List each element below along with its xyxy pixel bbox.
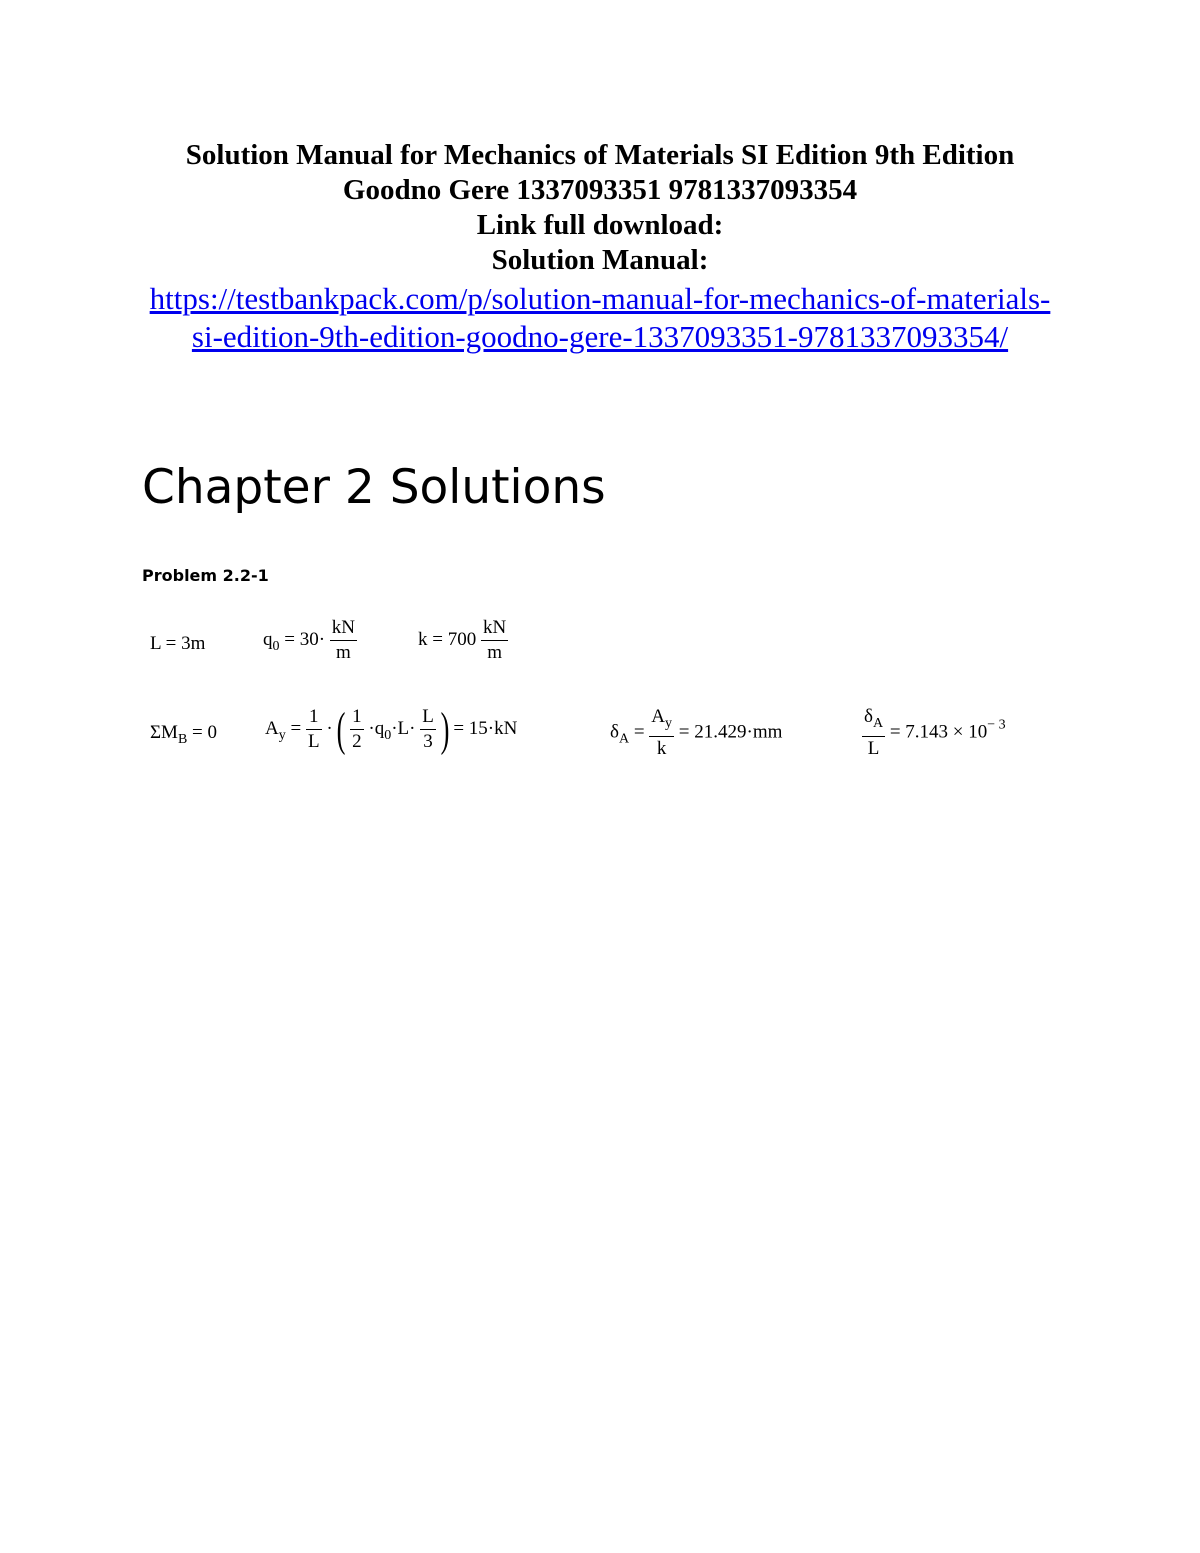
dot-operator: · (326, 717, 333, 739)
download-link-line-2[interactable]: si-edition-9th-edition-goodno-gere-1337093351-9781337093354/ (191, 319, 1009, 354)
deflection-equation (610, 705, 782, 761)
l-over-three-numerator: L (420, 705, 436, 730)
ay-over-k-numerator (649, 705, 674, 737)
given-length (150, 633, 205, 655)
l-term: ·L· (391, 717, 416, 739)
chapter-title: Chapter 2 Solutions (142, 460, 606, 515)
strain-exponent: − 3 (987, 717, 1006, 733)
given-spring-stiffness (418, 616, 508, 665)
download-link[interactable] (0, 280, 1200, 356)
delta-over-l-numerator-subscript: A (872, 716, 884, 731)
k-units-denominator: m (487, 642, 502, 663)
moment-sum-symbol: ΣM (150, 722, 178, 743)
ay-result: = 15·kN (453, 717, 518, 739)
l-over-three-fraction (420, 705, 436, 754)
download-link-line-1[interactable]: https://testbankpack.com/p/solution-manual-for-mechanics-of-materials- (149, 281, 1051, 316)
ay-symbol: A (265, 717, 279, 739)
document-header (0, 138, 1200, 278)
one-half-denominator: 2 (352, 731, 362, 752)
one-half-fraction (350, 705, 364, 754)
ay-over-k-numerator-subscript: y (665, 716, 673, 731)
strain-result: = 7.143 × 10 (889, 721, 988, 743)
k-units-fraction (481, 616, 508, 665)
right-paren: ) (440, 702, 449, 756)
link-label: Link full download: (476, 209, 724, 241)
ay-equals: = (290, 717, 302, 739)
q0-term-subscript: 0 (384, 727, 392, 743)
delta-over-l-denominator: L (867, 738, 880, 759)
title-line-1: Solution Manual for Mechanics of Materials SI Edition 9th Edition (185, 139, 1015, 171)
q0-units-fraction (330, 616, 357, 665)
ay-subscript: y (278, 727, 286, 743)
ay-over-k-fraction (649, 705, 674, 761)
ay-over-k-numerator-symbol: A (651, 706, 666, 727)
delta-over-l-numerator (862, 705, 885, 737)
k-units-numerator: kN (481, 616, 508, 641)
delta-a-equals: = (633, 721, 645, 743)
q0-term: ·q (368, 717, 385, 739)
one-half-numerator: 1 (350, 705, 364, 730)
q0-subscript: 0 (272, 638, 280, 654)
k-equals: k = 700 (418, 628, 477, 650)
given-length-text: L = 3m (150, 633, 206, 654)
delta-over-l-fraction (862, 705, 885, 761)
q0-units-numerator: kN (330, 616, 357, 641)
delta-over-l-numerator-symbol: δ (864, 706, 873, 727)
q0-symbol: q (263, 628, 273, 650)
left-paren: ( (336, 702, 346, 756)
solution-label: Solution Manual: (491, 244, 709, 276)
strain-equation (862, 705, 1006, 761)
l-over-three-denominator: 3 (423, 731, 433, 752)
moment-sum-rhs: = 0 (192, 722, 218, 743)
delta-a-symbol: δ (610, 721, 619, 743)
one-over-l-denominator: L (307, 731, 320, 752)
given-load-intensity (263, 616, 357, 665)
ay-over-k-denominator: k (656, 738, 667, 759)
one-over-l-fraction (306, 705, 322, 754)
q0-equals: = 30· (284, 628, 326, 650)
delta-a-subscript: A (618, 731, 630, 747)
delta-a-result: = 21.429·mm (678, 721, 783, 743)
q0-units-denominator: m (336, 642, 351, 663)
moment-equation (150, 722, 217, 748)
reaction-equation (265, 702, 518, 756)
problem-label: Problem 2.2-1 (142, 566, 269, 585)
one-over-l-numerator: 1 (306, 705, 322, 730)
title-line-2: Goodno Gere 1337093351 9781337093354 (342, 174, 858, 206)
moment-sum-subscript: B (177, 732, 188, 747)
